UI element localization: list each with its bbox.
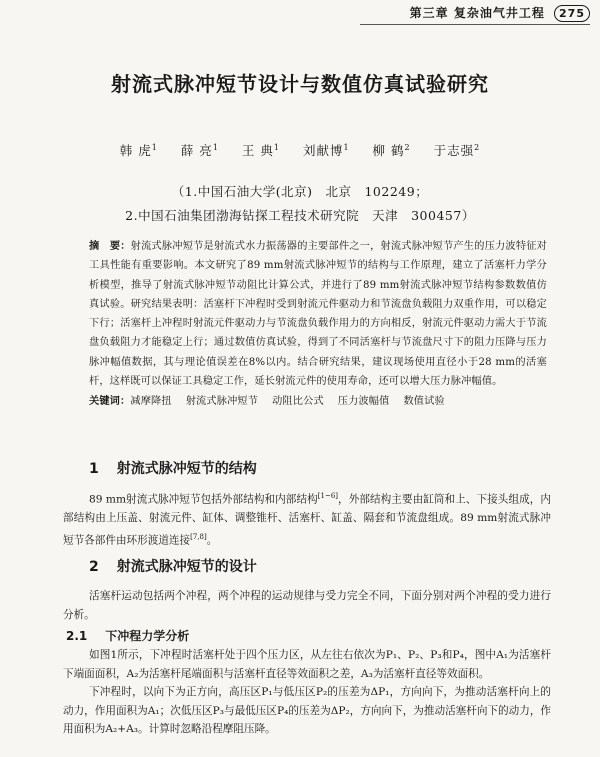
abstract-block [89, 237, 547, 412]
paper-title: 射流式脉冲短节设计与数值仿真试验研究 [111, 72, 489, 96]
keywords [89, 392, 547, 411]
author-affiliation-mark: 1 [212, 142, 219, 152]
author [434, 143, 481, 158]
keyword: 数值试验 [403, 396, 445, 408]
subsection-number: 2.1 [66, 629, 88, 643]
author-name: 韩 虎 [119, 143, 152, 158]
author-name: 刘献博 [302, 143, 344, 158]
author [373, 143, 411, 158]
author-affiliation-mark: 1 [151, 142, 158, 152]
section-body [63, 487, 551, 550]
author-name: 薛 亮 [180, 143, 213, 158]
author [120, 143, 158, 158]
author-affiliation-mark: 1 [273, 142, 280, 152]
author-affiliation-mark: 1 [343, 142, 350, 152]
section-heading [89, 556, 257, 576]
author [303, 143, 350, 158]
section-title: 射流式脉冲短节的设计 [116, 559, 257, 575]
author [242, 143, 280, 158]
section-number: 1 [89, 461, 99, 477]
subsection-heading [66, 627, 189, 644]
keywords-label: 关键词： [89, 396, 131, 408]
chapter-title: 第三章 复杂油气井工程 [409, 6, 545, 20]
body-text: 89 mm射流式脉冲短节包括外部结构和内部结构 [89, 493, 318, 506]
keyword: 压力波幅值 [337, 396, 390, 408]
author-name: 柳 鹤 [372, 143, 405, 158]
paragraph: 如图1所示，下冲程时活塞杆处于四个压力区，从左往右依次为P₁、P₂、P₃和P₄，图中A₁为活塞杆下端面面积，A₂为活塞杆尾端面积与活塞杆直径等效面积之差，A₃为活塞杆直径等效面积。 [63, 649, 551, 680]
abstract-label: 摘 要： [89, 241, 131, 252]
subsection-title: 下冲程力学分析 [105, 629, 190, 643]
section-heading [89, 458, 257, 478]
section-number: 2 [89, 559, 99, 575]
affiliations [0, 180, 600, 228]
citation: [1~6] [317, 492, 338, 500]
running-header [300, 4, 590, 24]
citation: [7,8] [190, 532, 207, 541]
body-text: 。 [206, 534, 218, 547]
affiliation-line: （1.中国石油大学(北京) 北京 102249； [171, 184, 429, 199]
author-name: 王 典 [241, 143, 274, 158]
keyword: 减摩降扭 [130, 396, 172, 408]
subsection-body [63, 646, 551, 739]
abstract-text: 射流式脉冲短节是射流式水力振荡器的主要部件之一，射流式脉冲短节产生的压力波特征对工具性能有重要影响。本文研究了89 mm射流式脉冲短节的结构与工作原理，建立了活塞杆力学分析模型，推导了射流式脉冲短节动阻比计算公式，并进行了89 mm射流式脉冲短节结构参数数值仿真试验。研究结果表明：活塞杆下冲程时受到射流元件驱动力和节流盘负载阻力双重作用，可以稳定下行；活塞杆上冲程时射流元件驱动力与节流盘负载作用力的方向相反，射流元件驱动力需大于节流盘负载阻力才能稳定上行；通过数值仿真试验，得到了不同活塞杆与节流盘尺寸下的阻力压降与压力脉冲幅值数据，其与理论值误差在8%以内。结合研究结果，建议现场使用直径小于28 mm的活塞杆，这样既可以保证工具稳定工作，延长射流元件的使用寿命，还可以增大压力脉冲幅值。 [89, 241, 548, 388]
section-body: 活塞杆运动包括两个冲程，两个冲程的运动规律与受力完全不同，下面分别对两个冲程的受力进行分析。 [63, 590, 551, 621]
author-affiliation-mark: 2 [474, 142, 481, 152]
author-list [0, 141, 600, 159]
body-text: ，外部结构主要由缸筒和上、下接头组成，内部结构由上压盖、射流元件、缸体、调整锥杆、活塞杆、缸盖、隔套和节流盘组成。89 mm射流式脉冲短节各部件由环形渡道连接 [63, 493, 552, 547]
section-title: 射流式脉冲短节的结构 [116, 461, 257, 477]
author-name: 于志强 [433, 143, 475, 158]
page-number: 275 [554, 5, 590, 22]
abstract [89, 237, 547, 391]
affiliation-line: 2.中国石油集团渤海钻探工程技术研究院 天津 300457） [125, 208, 475, 223]
keyword: 动阻比公式 [272, 396, 324, 408]
author-affiliation-mark: 2 [404, 142, 411, 152]
author [181, 143, 219, 158]
keyword: 射流式脉冲短节 [185, 396, 259, 408]
header-rule [360, 24, 590, 25]
paragraph: 下冲程时，以向下为正方向，高压区P₁与低压区P₂的压差为ΔP₁，方向向下，为推动活塞杆向上的动力，作用面积为A₁；次低压区P₃与最低压区P₄的压差为ΔP₂，方向向下，为推动活塞杆向下的动力，作用面积为A₂+A₃。计算时忽略沿程摩阻压降。 [63, 686, 552, 736]
